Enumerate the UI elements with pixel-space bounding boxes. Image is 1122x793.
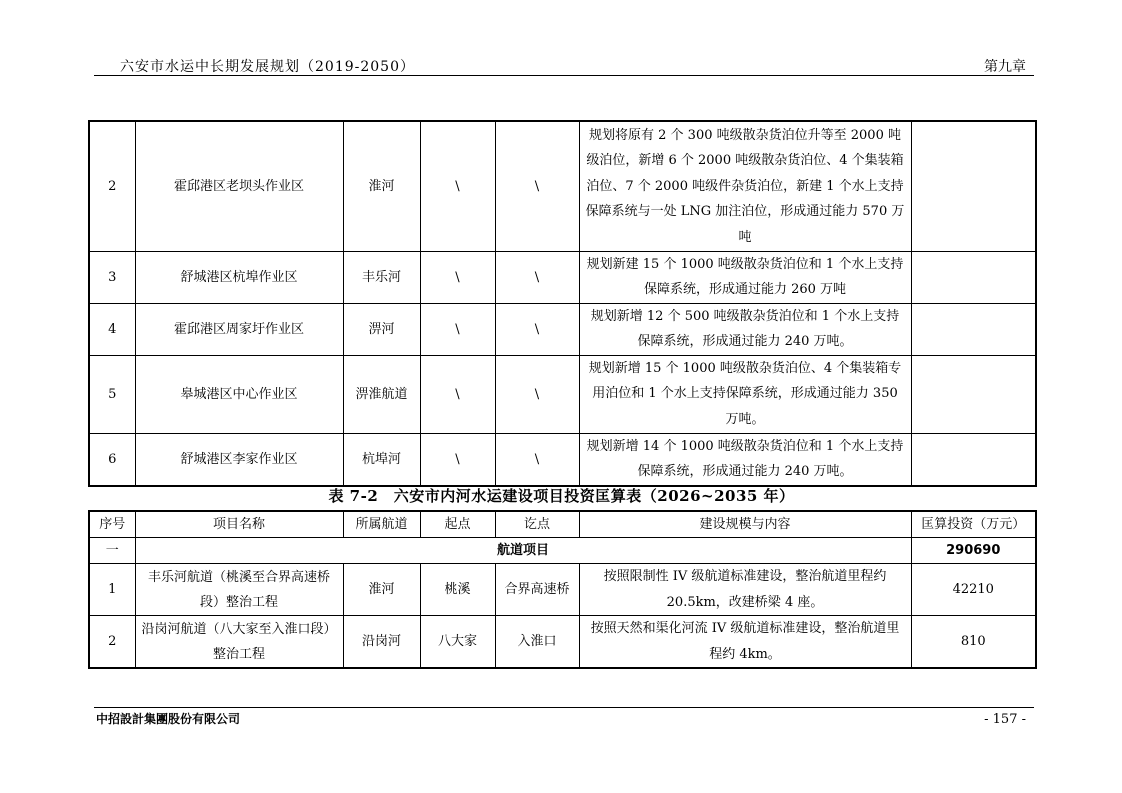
investment-amount xyxy=(911,251,1036,303)
section-amount: 290690 xyxy=(911,538,1036,564)
start-point: \ xyxy=(420,303,495,355)
project-name: 皋城港区中心作业区 xyxy=(135,355,343,433)
table-row xyxy=(89,616,1036,669)
section-number: 一 xyxy=(89,538,135,564)
construction-content: 按照天然和渠化河流 IV 级航道标准建设，整治航道里程约 4km。 xyxy=(579,616,911,669)
column-header: 所属航道 xyxy=(343,511,420,538)
section-row xyxy=(89,538,1036,564)
investment-amount xyxy=(911,433,1036,486)
row-number: 6 xyxy=(89,433,135,486)
table-row xyxy=(89,433,1036,486)
investment-amount: 810 xyxy=(911,616,1036,669)
column-header: 建设规模与内容 xyxy=(579,511,911,538)
construction-content: 规划新增 12 个 500 吨级散杂货泊位和 1 个水上支持保障系统，形成通过能力 240 万吨。 xyxy=(579,303,911,355)
end-point: \ xyxy=(495,355,579,433)
start-point: 桃溪 xyxy=(420,564,495,616)
section-label: 航道项目 xyxy=(135,538,911,564)
header-chapter: 第九章 xyxy=(984,59,1026,75)
footer-company: 中招設計集團股份有限公司 xyxy=(96,712,241,726)
column-header: 匡算投资（万元） xyxy=(911,511,1036,538)
start-point: \ xyxy=(420,121,495,251)
row-number: 4 xyxy=(89,303,135,355)
row-number: 1 xyxy=(89,564,135,616)
investment-amount xyxy=(911,355,1036,433)
footer-divider xyxy=(94,707,1034,708)
page-number: - 157 - xyxy=(984,712,1026,727)
end-point: \ xyxy=(495,251,579,303)
project-name: 舒城港区杭埠作业区 xyxy=(135,251,343,303)
investment-estimate-table xyxy=(88,510,1037,669)
waterway: 淮河 xyxy=(343,564,420,616)
start-point: \ xyxy=(420,355,495,433)
project-name: 沿岗河航道（八大家至入淮口段）整治工程 xyxy=(135,616,343,669)
start-point: \ xyxy=(420,251,495,303)
waterway: 淠淮航道 xyxy=(343,355,420,433)
construction-content: 规划将原有 2 个 300 吨级散杂货泊位升等至 2000 吨级泊位，新增 6 个 2000 吨级散杂货泊位、4 个集装箱泊位、7 个 2000 吨级件杂货泊位，新建 1 个水上支持保障系统与一处 LNG 加注泊位，形成通过能力 570 万吨 xyxy=(579,121,911,251)
waterway: 淮河 xyxy=(343,121,420,251)
table-caption: 表 7-2 六安市内河水运建设项目投资匡算表（2026~2035 年） xyxy=(328,487,795,505)
end-point: \ xyxy=(495,433,579,486)
table-row xyxy=(89,121,1036,251)
table-header-row xyxy=(89,511,1036,538)
end-point: \ xyxy=(495,303,579,355)
project-name: 舒城港区李家作业区 xyxy=(135,433,343,486)
header-divider xyxy=(94,75,1034,76)
investment-amount: 42210 xyxy=(911,564,1036,616)
project-table-continued xyxy=(88,120,1037,487)
waterway: 丰乐河 xyxy=(343,251,420,303)
project-name: 丰乐河航道（桃溪至合界高速桥段）整治工程 xyxy=(135,564,343,616)
waterway: 淠河 xyxy=(343,303,420,355)
column-header: 项目名称 xyxy=(135,511,343,538)
investment-amount xyxy=(911,303,1036,355)
row-number: 2 xyxy=(89,121,135,251)
end-point: 入淮口 xyxy=(495,616,579,669)
construction-content: 规划新增 14 个 1000 吨级散杂货泊位和 1 个水上支持保障系统，形成通过能力 240 万吨。 xyxy=(579,433,911,486)
table-row xyxy=(89,355,1036,433)
column-header: 讫点 xyxy=(495,511,579,538)
column-header: 序号 xyxy=(89,511,135,538)
start-point: \ xyxy=(420,433,495,486)
construction-content: 按照限制性 IV 级航道标准建设，整治航道里程约 20.5km，改建桥梁 4 座。 xyxy=(579,564,911,616)
waterway: 沿岗河 xyxy=(343,616,420,669)
end-point: \ xyxy=(495,121,579,251)
start-point: 八大家 xyxy=(420,616,495,669)
column-header: 起点 xyxy=(420,511,495,538)
end-point: 合界高速桥 xyxy=(495,564,579,616)
table-row xyxy=(89,303,1036,355)
construction-content: 规划新建 15 个 1000 吨级散杂货泊位和 1 个水上支持保障系统，形成通过能力 260 万吨 xyxy=(579,251,911,303)
construction-content: 规划新增 15 个 1000 吨级散杂货泊位、4 个集装箱专用泊位和 1 个水上支持保障系统，形成通过能力 350 万吨。 xyxy=(579,355,911,433)
investment-amount xyxy=(911,121,1036,251)
row-number: 3 xyxy=(89,251,135,303)
table-row xyxy=(89,251,1036,303)
waterway: 杭埠河 xyxy=(343,433,420,486)
project-name: 霍邱港区周家圩作业区 xyxy=(135,303,343,355)
header-title: 六安市水运中长期发展规划（2019-2050） xyxy=(120,59,415,75)
row-number: 2 xyxy=(89,616,135,669)
table-row xyxy=(89,564,1036,616)
project-name: 霍邱港区老坝头作业区 xyxy=(135,121,343,251)
row-number: 5 xyxy=(89,355,135,433)
